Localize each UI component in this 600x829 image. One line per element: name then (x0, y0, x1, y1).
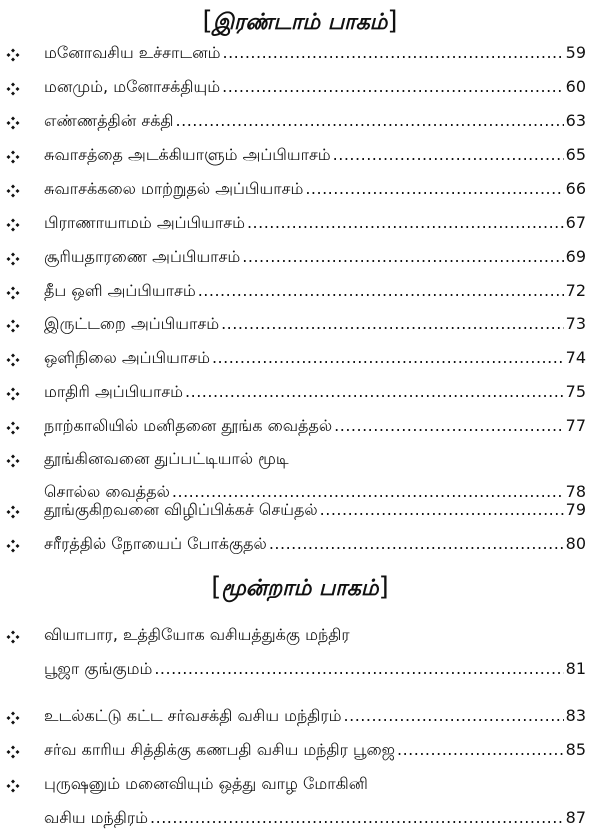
section-heading-part-two: [இரண்டாம் பாகம்] (202, 6, 398, 36)
toc-entry-title: சொல்ல வைத்தல் (44, 482, 170, 501)
toc-entry-title: பிராணாயாமம் அப்பியாசம் (44, 213, 245, 232)
toc-page-number: 74 (565, 348, 586, 367)
dot-leader (176, 110, 564, 132)
toc-entry-title: நாற்காலியில் மனிதனை தூங்க வைத்தல் (44, 416, 333, 435)
toc-entry-line (44, 807, 586, 829)
toc-entry-line (44, 739, 586, 761)
toc-entry-title: வசிய மந்திரம் (44, 808, 149, 827)
toc-page-number: 81 (565, 659, 586, 678)
dot-leader (222, 42, 563, 64)
toc-page-number: 77 (565, 416, 586, 435)
dot-leader (242, 246, 563, 268)
toc-page-number: 73 (565, 314, 586, 333)
toc-entry-line (44, 280, 586, 302)
toc-entry-line (44, 313, 586, 335)
section-heading-text: இரண்டாம் பாகம் (212, 10, 388, 35)
bullet-icon (6, 115, 20, 129)
toc-page-number: 78 (565, 482, 586, 501)
dot-leader (247, 212, 564, 234)
toc-entry-line (44, 42, 586, 64)
bullet-icon (6, 710, 20, 724)
bullet-icon (6, 629, 20, 643)
dot-leader (334, 415, 563, 437)
bullet-icon (6, 386, 20, 400)
bullet-icon (6, 538, 20, 552)
dot-leader (397, 739, 564, 761)
toc-entry-line (44, 705, 586, 727)
dot-leader (305, 178, 563, 200)
toc-entry-title: சுவாசத்தை அடக்கியாளும் அப்பியாசம் (44, 145, 331, 164)
toc-entry-line (44, 381, 586, 403)
toc-entry-line (44, 658, 586, 680)
toc-entry-title: வியாபார, உத்தியோக வசியத்துக்கு மந்திர (44, 625, 350, 644)
toc-entry-title: மனோவசிய உச்சாடனம் (44, 43, 221, 62)
section-heading-part-three: [மூன்றாம் பாகம்] (211, 572, 389, 602)
bullet-icon (6, 81, 20, 95)
dot-leader (269, 533, 564, 555)
toc-page-number: 85 (565, 740, 586, 759)
toc-entry-line (44, 624, 586, 646)
toc-entry-line (44, 415, 586, 437)
toc-page-number: 63 (565, 111, 586, 130)
toc-page-number: 67 (565, 213, 586, 232)
toc-entry-title: மாதிரி அப்பியாசம் (44, 382, 184, 401)
toc-page-number: 69 (565, 247, 586, 266)
toc-entry-title: சரீரத்தில் நோயைப் போக்குதல் (44, 534, 267, 553)
toc-entry-line (44, 773, 586, 795)
toc-page-number: 79 (565, 500, 586, 519)
dot-leader (344, 705, 564, 727)
toc-entry-title: உடல்கட்டு கட்ட சர்வசக்தி வசிய மந்திரம் (44, 706, 342, 725)
toc-page-number: 60 (565, 77, 586, 96)
toc-page-number: 66 (565, 179, 586, 198)
toc-entry-title: தீப ஒளி அப்பியாசம் (44, 281, 196, 300)
bullet-icon (6, 149, 20, 163)
dot-leader (333, 144, 564, 166)
bullet-icon (6, 453, 20, 467)
toc-entry-line (44, 144, 586, 166)
toc-entry-line (44, 448, 586, 470)
toc-page-number: 80 (565, 534, 586, 553)
dot-leader (222, 76, 564, 98)
toc-entry-line (44, 110, 586, 132)
dot-leader (320, 499, 564, 521)
bullet-icon (6, 778, 20, 792)
bullet-icon (6, 420, 20, 434)
toc-entry-title: தூங்குகிறவனை விழிப்பிக்கச் செய்தல் (44, 500, 318, 519)
dot-leader (150, 807, 564, 829)
toc-page-number: 83 (565, 706, 586, 725)
toc-entry-title: சுவாசக்கலை மாற்றுதல் அப்பியாசம் (44, 179, 304, 198)
toc-page-number: 75 (565, 382, 586, 401)
toc-page-number: 65 (565, 145, 586, 164)
toc-entry-title: இருட்டறை அப்பியாசம் (44, 314, 220, 333)
toc-entry-title: ஒளிநிலை அப்பியாசம் (44, 348, 210, 367)
toc-entry-line (44, 212, 586, 234)
dot-leader (198, 280, 564, 302)
bullet-icon (6, 251, 20, 265)
toc-entry-line (44, 499, 586, 521)
toc-entry-title: தூங்கினவனை துப்பட்டியால் மூடி (44, 449, 289, 468)
toc-entry-title: எண்ணத்தின் சக்தி (44, 111, 174, 130)
toc-page-number: 87 (565, 808, 586, 827)
toc-entry-title: மனமும், மனோசக்தியும் (44, 77, 221, 96)
toc-entry-title: பூஜா குங்குமம் (44, 659, 153, 678)
dot-leader (154, 658, 563, 680)
bullet-icon (6, 47, 20, 61)
dot-leader (221, 313, 564, 335)
toc-entry-line (44, 76, 586, 98)
dot-leader (185, 381, 564, 403)
dot-leader (212, 347, 564, 369)
toc-entry-title: சூரியதாரணை அப்பியாசம் (44, 247, 241, 266)
bullet-icon (6, 504, 20, 518)
bullet-icon (6, 352, 20, 366)
toc-entry-title: புருஷனும் மனைவியும் ஒத்து வாழ மோகினி (44, 774, 368, 793)
bullet-icon (6, 744, 20, 758)
bullet-icon (6, 183, 20, 197)
bullet-icon (6, 318, 20, 332)
toc-entry-line (44, 533, 586, 555)
toc-entry-line (44, 246, 586, 268)
toc-page-number: 59 (565, 43, 586, 62)
toc-page-number: 72 (565, 281, 586, 300)
toc-entry-title: சர்வ காரிய சித்திக்கு கணபதி வசிய மந்திர பூஜை (44, 740, 395, 759)
toc-entry-line (44, 178, 586, 200)
section-heading-text: மூன்றாம் பாகம் (221, 576, 379, 601)
toc-entry-line (44, 347, 586, 369)
bullet-icon (6, 285, 20, 299)
bullet-icon (6, 217, 20, 231)
